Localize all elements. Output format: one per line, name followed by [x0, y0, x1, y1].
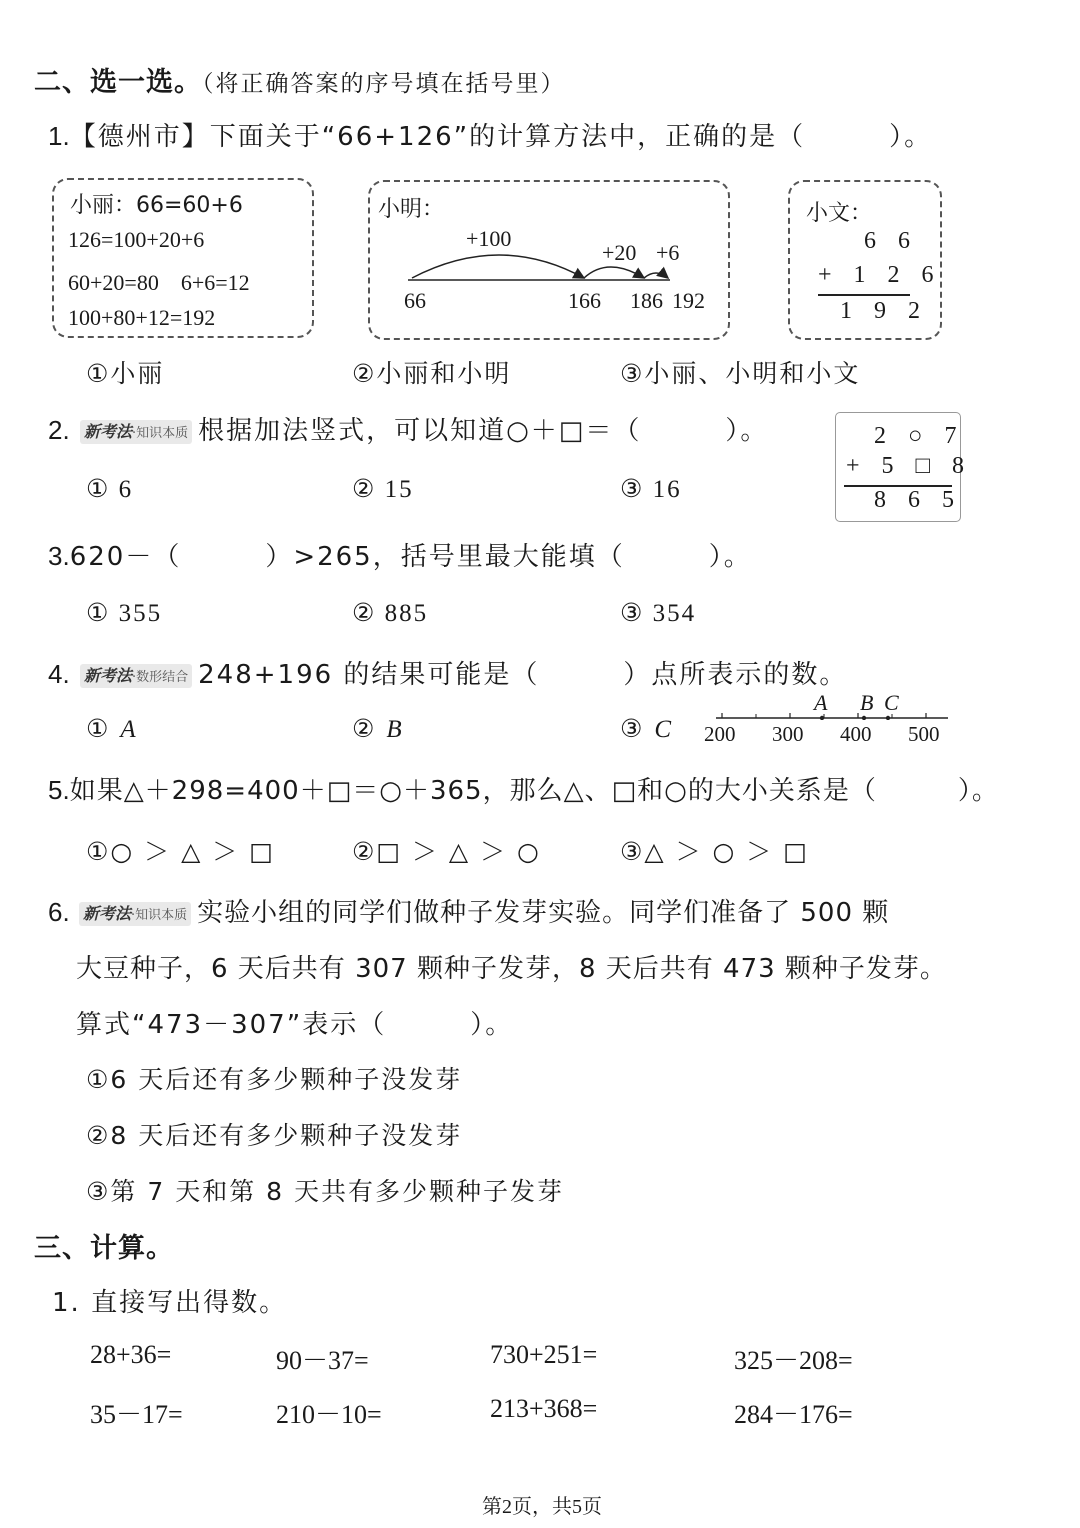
calc-1-4: 325－208= — [734, 1346, 853, 1375]
point-b-dot — [862, 716, 866, 720]
q1-option-1[interactable]: ①小丽 — [86, 359, 165, 388]
tag-text: ·知识本质 — [130, 907, 188, 923]
calc-1-2: 90－37= — [276, 1346, 369, 1375]
question-1 — [48, 116, 932, 153]
q4-number-line-axis — [704, 690, 956, 720]
question-6-tag — [79, 902, 191, 926]
question-4-text: 248+196 的结果可能是（ ）点所表示的数。 — [198, 660, 848, 690]
point-c-dot — [886, 716, 890, 720]
q4-option-3-marker: ③ — [620, 714, 645, 743]
xiaowen-row-3: 1 9 2 — [840, 298, 928, 324]
xiaoming-method-box — [368, 180, 730, 340]
q5-option-3[interactable]: ③△ ＞ ○ ＞ □ — [620, 837, 809, 866]
q2-vertical-row-1: 2 ○ 7 — [874, 423, 965, 449]
question-3 — [48, 536, 752, 573]
q6-option-1[interactable]: ①6 天后还有多少颗种子没发芽 — [86, 1065, 463, 1094]
point-c-label: C — [884, 690, 899, 715]
q4-option-1[interactable] — [86, 714, 138, 744]
question-1-source-tag: 【德州市】 — [69, 122, 210, 152]
xiaowen-sum-line — [818, 294, 910, 296]
calc-2-2: 210－10= — [276, 1400, 382, 1429]
tag-brand: 新考法 — [83, 421, 132, 441]
q2-option-3[interactable]: ③ 16 — [620, 476, 682, 503]
tick-500: 500 — [908, 722, 940, 746]
section-3-question-1: 1. 直接写出得数。 — [52, 1288, 288, 1318]
question-6-line-1 — [48, 892, 889, 929]
calc-2-1: 35－17= — [90, 1400, 183, 1429]
q4-option-3-letter: C — [654, 716, 674, 743]
question-6-number: 6. — [48, 897, 70, 927]
q4-option-1-marker: ① — [86, 714, 111, 743]
jump-label-6: +6 — [656, 240, 680, 265]
calc-1-1: 28+36= — [90, 1340, 172, 1369]
xiaowen-row-2: + 1 2 6 — [818, 262, 942, 288]
xiaoli-line-1: 小丽：66=60+6 — [70, 193, 243, 218]
jump-arc-100 — [412, 255, 584, 278]
q4-option-2-letter: B — [386, 716, 404, 743]
q2-option-2[interactable]: ② 15 — [352, 476, 414, 503]
question-1-number: 1. — [48, 121, 70, 151]
q3-option-3[interactable]: ③ 354 — [620, 600, 697, 627]
jump-arc-20 — [584, 267, 644, 278]
point-a-label: A — [814, 690, 828, 715]
jump-arc-6 — [644, 273, 668, 278]
xiaoming-label: 小明： — [378, 197, 445, 222]
question-5 — [48, 770, 999, 807]
tag-brand: 新考法 — [83, 665, 132, 685]
section-2-note: （将正确答案的序号填在括号里） — [202, 71, 566, 97]
tick-300: 300 — [772, 722, 804, 746]
calc-1-3: 730+251= — [490, 1340, 598, 1369]
q6-option-3[interactable]: ③第 7 天和第 8 天共有多少颗种子发芽 — [86, 1177, 565, 1206]
q2-vertical-row-3: 8 6 5 — [874, 487, 962, 513]
q4-option-1-letter: A — [120, 716, 138, 743]
jump-label-20: +20 — [602, 240, 637, 265]
question-5-text: 如果△＋298=400＋□＝○＋365，那么△、□和○的大小关系是（ ）。 — [69, 776, 999, 806]
q4-option-3[interactable] — [620, 714, 673, 744]
q4-number-line — [704, 690, 956, 750]
q3-option-1[interactable]: ① 355 — [86, 600, 163, 627]
question-2-number: 2. — [48, 415, 70, 445]
xiaoli-method-box — [52, 178, 314, 338]
xiaoli-line-3: 60+20=80 6+6=12 — [68, 270, 250, 295]
calc-2-3: 213+368= — [490, 1394, 598, 1423]
section-2-title — [34, 60, 566, 99]
question-2-text: 根据加法竖式，可以知道○＋□＝（ ）。 — [198, 416, 769, 446]
point-186: 186 — [630, 288, 663, 313]
question-4-tag — [80, 664, 192, 688]
section-3-title: 三、计算。 — [34, 1233, 174, 1264]
tag-brand: 新考法 — [82, 903, 131, 923]
section-2-title-text: 二、选一选。 — [34, 67, 202, 98]
tag-text: ·数形结合 — [131, 669, 189, 685]
question-5-number: 5. — [48, 775, 70, 805]
question-4-number: 4. — [48, 659, 70, 689]
tag-text: ·知识本质 — [131, 425, 189, 441]
xiaowen-label: 小文： — [806, 201, 873, 226]
q4-option-2-marker: ② — [352, 714, 377, 743]
xiaoli-line-4: 100+80+12=192 — [68, 305, 216, 330]
xiaowen-row-1: 6 6 — [864, 228, 918, 254]
xiaowen-method-box — [788, 180, 942, 340]
point-166: 166 — [568, 288, 601, 313]
question-2 — [48, 410, 768, 447]
jump-label-100: +100 — [466, 226, 512, 251]
question-4 — [48, 654, 847, 691]
q4-option-2[interactable] — [352, 714, 404, 744]
q6-option-2[interactable]: ②8 天后还有多少颗种子没发芽 — [86, 1121, 463, 1150]
q1-option-2[interactable]: ②小丽和小明 — [352, 359, 512, 388]
q2-option-1[interactable]: ① 6 — [86, 476, 134, 503]
q2-vertical-row-2: + 5 □ 8 — [846, 453, 973, 479]
question-1-text: 下面关于“66+126”的计算方法中，正确的是（ ）。 — [209, 122, 933, 152]
point-192: 192 — [672, 288, 705, 313]
question-6-text-1: 实验小组的同学们做种子发芽实验。同学们准备了 500 颗 — [197, 898, 890, 928]
q3-option-2[interactable]: ② 885 — [352, 600, 429, 627]
point-a-dot — [820, 716, 824, 720]
q2-vertical-addition-box — [835, 412, 973, 522]
point-66: 66 — [404, 288, 426, 313]
page-footer: 第2页，共5页 — [482, 1496, 602, 1518]
tick-200: 200 — [704, 722, 736, 746]
question-2-tag — [80, 420, 192, 444]
calc-2-4: 284－176= — [734, 1400, 853, 1429]
q5-option-2[interactable]: ②□ ＞ △ ＞ ○ — [352, 837, 541, 866]
question-3-text: 620－（ ）>265，括号里最大能填（ ）。 — [69, 542, 752, 572]
q5-option-1[interactable]: ①○ ＞ △ ＞ □ — [86, 837, 275, 866]
q1-option-3[interactable]: ③小丽、小明和小文 — [620, 359, 861, 388]
tick-400: 400 — [840, 722, 872, 746]
xiaoli-line-2: 126=100+20+6 — [68, 227, 205, 252]
question-3-number: 3. — [48, 541, 70, 571]
question-6-line-2: 大豆种子，6 天后共有 307 颗种子发芽，8 天后共有 473 颗种子发芽。 — [76, 954, 947, 984]
point-b-label: B — [860, 690, 874, 715]
question-6-line-3: 算式“473－307”表示（ ）。 — [76, 1010, 514, 1040]
